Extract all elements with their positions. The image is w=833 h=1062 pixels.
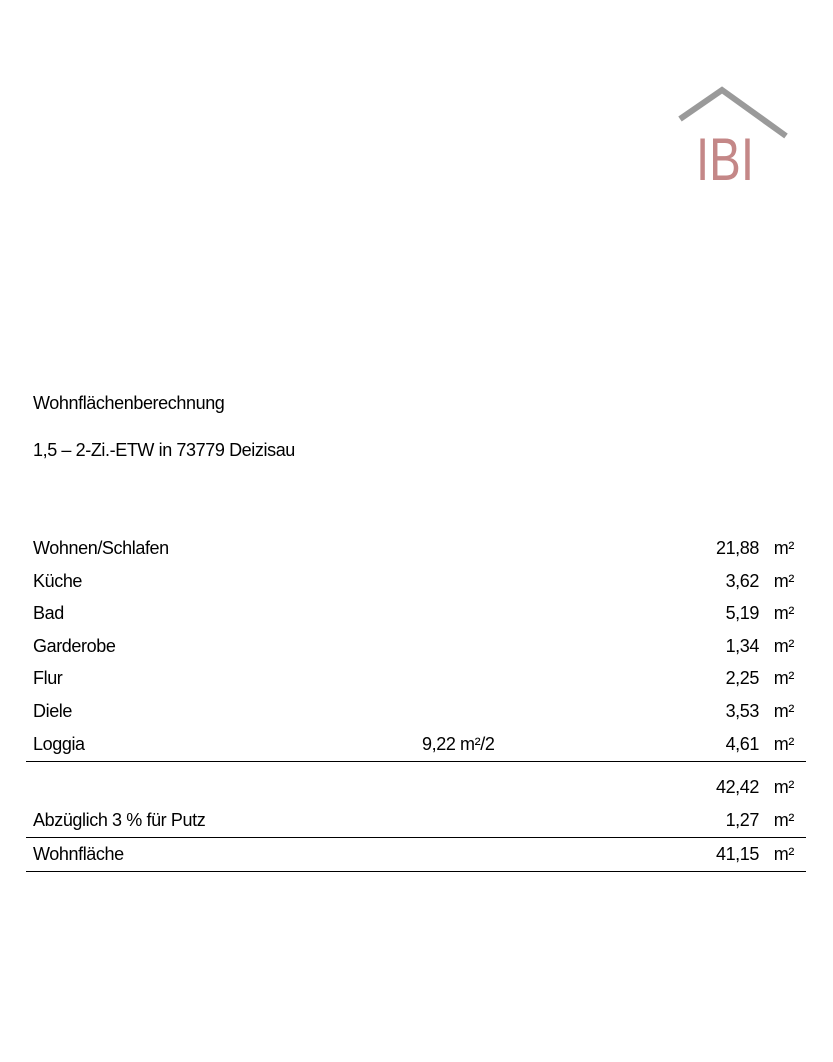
room-label: Flur [33,668,63,689]
document-subtitle: 1,5 – 2-Zi.-ETW in 73779 Deizisau [33,440,295,460]
table-row [26,696,806,729]
room-area: 1,34 [725,635,759,656]
table-row [26,729,806,763]
area-unit: m² [773,809,794,830]
room-area: 21,88 [715,538,759,558]
area-unit: m² [773,538,794,558]
room-area: 4,61 [725,733,759,754]
room-area: 3,53 [725,700,759,721]
room-note: 9,22 m²/2 [422,733,495,754]
area-unit: m² [773,603,794,624]
room-label: Diele [33,700,73,721]
table-row [26,631,806,664]
room-label: Bad [33,603,64,624]
table-row [26,663,806,696]
area-unit: m² [773,668,794,689]
room-area: 5,19 [725,603,759,624]
subtotal-row [26,772,806,805]
room-label: Garderobe [33,635,116,656]
area-unit: m² [773,635,794,656]
table-row [26,533,806,566]
area-unit: m² [773,570,794,591]
table-row [26,566,806,599]
document-title: Wohnflächenberechnung [33,393,225,413]
room-label: Loggia [33,733,85,754]
area-unit: m² [773,733,794,754]
area-unit: m² [773,777,794,798]
result-area: 41,15 [715,844,759,865]
area-unit: m² [773,700,794,721]
subtotal-area: 42,42 [715,777,759,798]
room-area: 3,62 [725,570,759,591]
deduction-row [26,805,806,839]
result-row [26,838,806,872]
area-table [26,533,806,872]
area-unit: m² [773,844,794,865]
room-area: 2,25 [725,668,759,689]
ibi-logo [676,86,790,186]
room-label: Wohnen/Schlafen [33,538,169,558]
deduction-label: Abzüglich 3 % für Putz [33,809,206,830]
result-label: Wohnfläche [33,844,124,865]
deduction-area: 1,27 [725,809,759,830]
table-row [26,598,806,631]
logo-letters: IBI [696,126,754,186]
room-label: Küche [33,570,83,591]
